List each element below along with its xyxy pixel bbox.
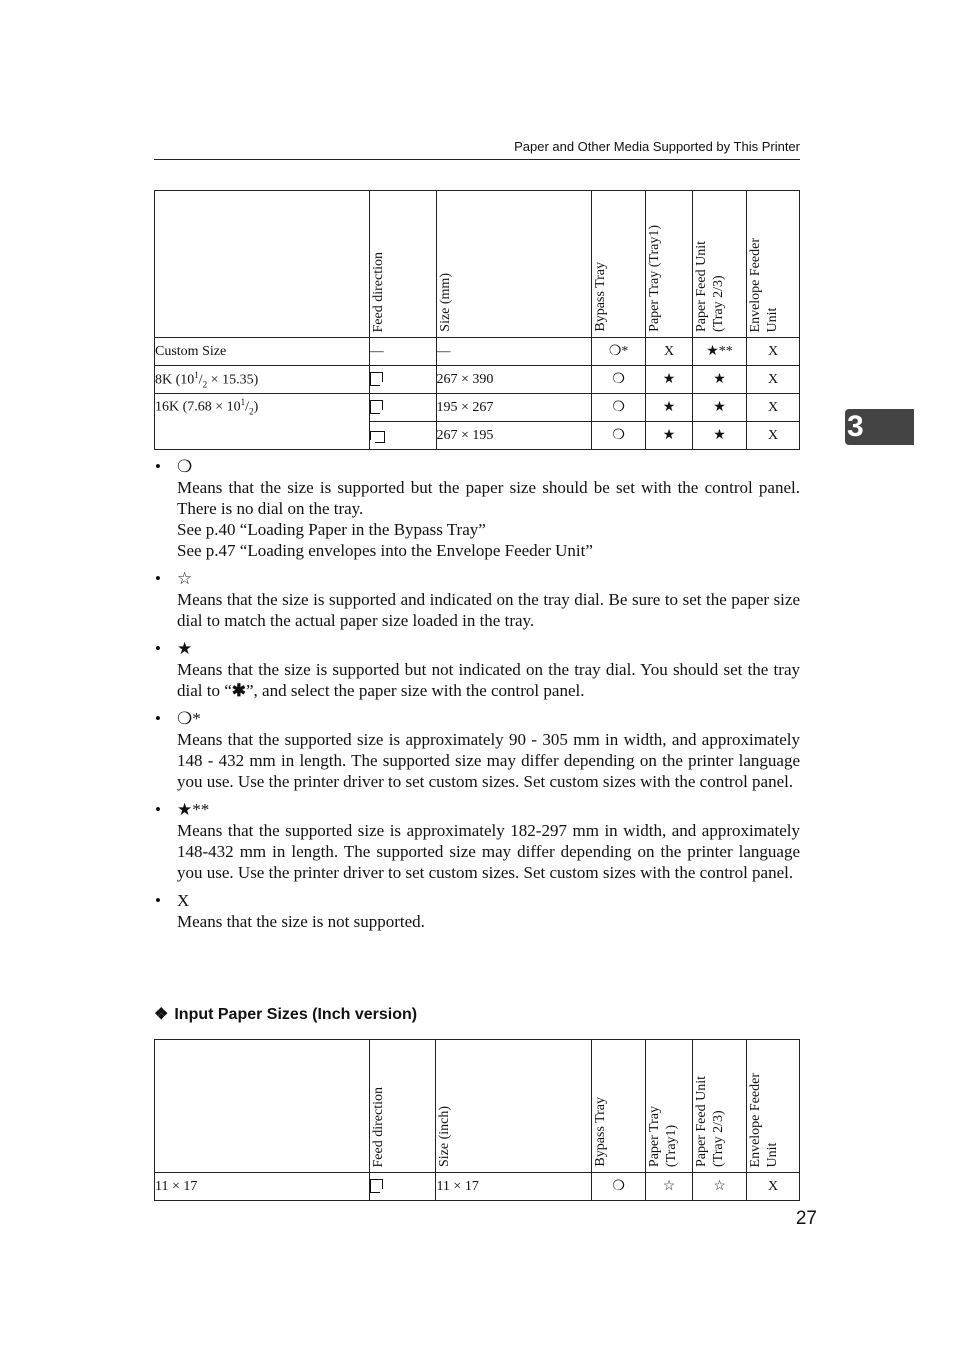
row-tray1: ☆	[646, 1173, 693, 1201]
row-pfu: ★	[693, 422, 747, 450]
header-blank-cell	[155, 191, 370, 338]
legend-item	[154, 708, 800, 792]
bullet: •	[155, 891, 161, 910]
row-size: 11 × 17	[436, 1173, 592, 1201]
portrait-feed-icon	[370, 400, 380, 414]
paper-size-table-inch	[154, 1039, 800, 1201]
header-size: Size (inch)	[436, 1040, 592, 1173]
row-tray1: X	[646, 338, 693, 366]
row-size: 195 × 267	[436, 394, 592, 422]
header-envelope-feeder: Envelope Feeder Unit	[747, 191, 800, 338]
table-header-row	[155, 1040, 800, 1173]
table-row	[155, 366, 800, 394]
header-paper-feed-unit: Paper Feed Unit (Tray 2/3)	[693, 191, 747, 338]
portrait-feed-icon	[370, 1179, 380, 1193]
row-name: 16K $(7.68 \times 10^1/_2)$	[155, 394, 370, 450]
row-tray1: ★	[646, 366, 693, 394]
header-paper-tray: Paper Tray (Tray1)	[646, 1040, 693, 1173]
row-bypass: ❍	[592, 394, 646, 422]
row-feed	[369, 394, 436, 422]
running-header: Paper and Other Media Supported by This Printer	[514, 139, 800, 154]
row-feed	[369, 1173, 436, 1201]
row-tray1: ★	[646, 422, 693, 450]
legend-symbol: ❍*	[177, 709, 201, 728]
row-bypass: ❍	[592, 422, 646, 450]
section-title	[154, 1004, 417, 1024]
legend-symbol: ❍	[177, 457, 193, 476]
row-size: 267 × 390	[436, 366, 592, 394]
row-env: X	[747, 338, 800, 366]
legend-text: Means that the size is not supported.	[177, 912, 425, 931]
legend-text: Means that the size is supported but not indicated on the tray dial. You should set the tray dial to “✱”, and select the paper size with the control panel.	[177, 660, 800, 700]
table-header-row	[155, 191, 800, 338]
bullet: •	[155, 800, 161, 819]
header-rule	[154, 159, 800, 160]
legend-text: Means that the supported size is approximately 182-297 mm in width, and approximately 148-432 mm in length. The supported size may differ depending on the printer language you use. Use the printer driver to set custom sizes. Set custom sizes with the control panel.	[177, 821, 800, 882]
row-env: X	[747, 422, 800, 450]
legend-text: Means that the supported size is approximately 90 - 305 mm in width, and approximately 148 - 432 mm in length. The supported size may differ depending on the printer language you use. Use the printer driver to set custom sizes. Set custom sizes with the control panel.	[177, 730, 800, 791]
row-env: X	[747, 394, 800, 422]
row-name: 8K $(10^1/_2 \times 15.35)$	[155, 366, 370, 394]
bullet: •	[155, 457, 161, 476]
legend-symbol: X	[177, 891, 190, 910]
legend-item	[154, 568, 800, 631]
header-bypass-tray: Bypass Tray	[592, 191, 646, 338]
dial-symbol-icon: ✱	[231, 681, 247, 700]
legend-text: Means that the size is supported and indicated on the tray dial. Be sure to set the paper size dial to match the actual paper size loaded in the tray.	[177, 590, 800, 630]
row-name: Custom Size	[155, 338, 370, 366]
row-env: X	[747, 366, 800, 394]
header-feed-direction: Feed direction	[369, 191, 436, 338]
row-env: X	[747, 1173, 800, 1201]
page-number: 27	[795, 1208, 817, 1229]
portrait-feed-icon	[370, 372, 380, 386]
row-feed	[369, 422, 436, 450]
row-pfu: ★	[693, 394, 747, 422]
header-blank-cell	[155, 1040, 370, 1173]
row-feed: —	[369, 338, 436, 366]
legend-item	[154, 799, 800, 883]
row-bypass: ❍	[592, 366, 646, 394]
diamond-icon: ❖	[154, 1006, 169, 1023]
header-bypass-tray: Bypass Tray	[592, 1040, 646, 1173]
header-size: Size (mm)	[436, 191, 592, 338]
legend-item	[154, 638, 800, 701]
row-tray1: ★	[646, 394, 693, 422]
row-feed	[369, 366, 436, 394]
legend-text: Means that the size is supported but the paper size should be set with the control panel. There is no dial on the tray.	[177, 478, 800, 518]
landscape-feed-icon	[370, 431, 385, 440]
chapter-tab: 3	[845, 409, 914, 445]
row-size: 267 × 195	[436, 422, 592, 450]
header-feed-direction: Feed direction	[369, 1040, 436, 1173]
legend-text: See p.47 “Loading envelopes into the Envelope Feeder Unit”	[177, 541, 593, 560]
bullet: •	[155, 639, 161, 658]
header-envelope-feeder: Envelope Feeder Unit	[747, 1040, 800, 1173]
section-title-text: Input Paper Sizes (Inch version)	[174, 1006, 418, 1023]
row-bypass: ❍*	[592, 338, 646, 366]
paper-size-table-mm	[154, 190, 800, 450]
table-row	[155, 338, 800, 366]
symbol-legend	[154, 456, 800, 939]
legend-item	[154, 890, 800, 932]
bullet: •	[155, 709, 161, 728]
row-name: 11 × 17	[155, 1173, 370, 1201]
table-row	[155, 1173, 800, 1201]
row-pfu: ☆	[693, 1173, 747, 1201]
legend-symbol: ☆	[177, 569, 193, 588]
header-paper-feed-unit: Paper Feed Unit (Tray 2/3)	[693, 1040, 747, 1173]
header-paper-tray: Paper Tray (Tray1)	[646, 191, 693, 338]
legend-text: See p.40 “Loading Paper in the Bypass Tray”	[177, 520, 486, 539]
row-pfu: ★	[693, 366, 747, 394]
bullet: •	[155, 569, 161, 588]
legend-item	[154, 456, 800, 561]
table-row	[155, 394, 800, 422]
row-size: —	[436, 338, 592, 366]
row-pfu: ★**	[693, 338, 747, 366]
row-bypass: ❍	[592, 1173, 646, 1201]
legend-symbol: ★**	[177, 800, 210, 819]
legend-symbol: ★	[177, 639, 193, 658]
